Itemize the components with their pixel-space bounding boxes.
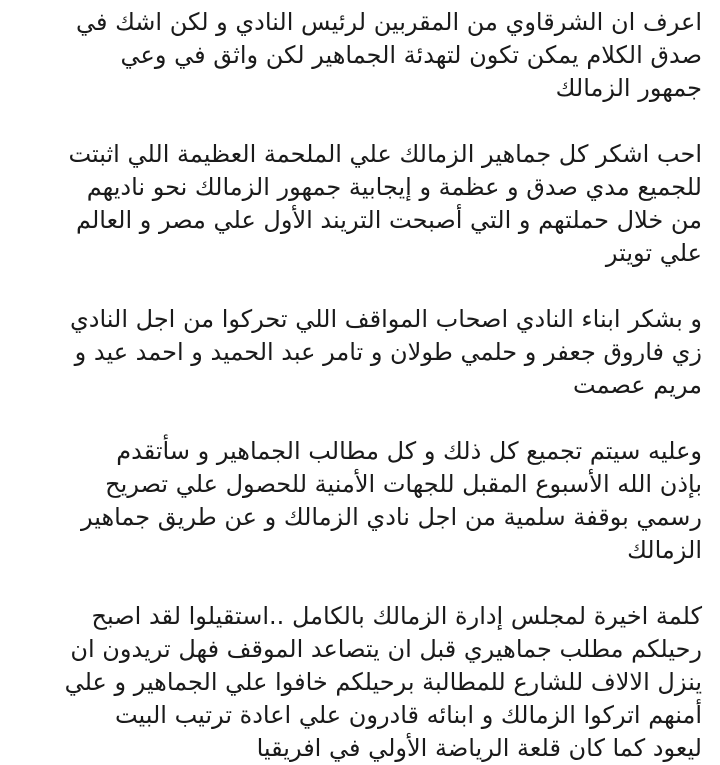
text-line: كلمة اخيرة لمجلس إدارة الزمالك بالكامل ..استقيلوا لقد اصبح [91,602,702,630]
paragraph-1 [22,6,702,105]
text-line: احب اشكر كل جماهير الزمالك علي الملحمة العظيمة اللي اثبتت [68,140,702,168]
text-line: زي فاروق جعفر و حلمي طولان و تامر عبد الحميد و احمد عيد و [74,338,702,366]
paragraph-3 [22,303,702,402]
text-line: وعليه سيتم تجميع كل ذلك و كل مطالب الجماهير و سأتقدم [116,437,702,465]
text-line: بإذن الله الأسبوع المقبل للجهات الأمنية للحصول علي تصريح [105,470,702,498]
text-line: مريم عصمت [573,371,702,399]
text-line: علي تويتر [605,239,702,267]
text-line: صدق الكلام يمكن تكون لتهدئة الجماهير لكن واثق في وعي [120,41,702,69]
text-line: أمنهم اتركوا الزمالك و ابنائه قادرون علي اعادة ترتيب البيت [114,701,702,729]
text-line: اعرف ان الشرقاوي من المقربين لرئيس النادي و لكن اشك في [75,8,702,36]
text-line: ليعود كما كان قلعة الرياضة الأولي في افريقيا [256,734,702,762]
paragraph-4 [22,435,702,567]
paragraph-5 [22,600,702,765]
text-line: جمهور الزمالك [555,74,702,102]
text-line: رسمي بوقفة سلمية من اجل نادي الزمالك و عن طريق جماهير [80,503,702,531]
text-line: و بشكر ابناء النادي اصحاب المواقف اللي تحركوا من اجل النادي [70,305,702,333]
text-line: رحيلكم مطلب جماهيري قبل ان يتصاعد الموقف فهل تريدون ان [70,635,702,663]
paragraph-2 [22,138,702,270]
text-line: للجميع مدي صدق و عظمة و إيجابية جمهور الزمالك نحو ناديهم [86,173,702,201]
text-line: ينزل الالاف للشارع للمطالبة برحيلكم خافوا علي الجماهير و علي [64,668,702,696]
text-line: الزمالك [627,536,702,564]
text-line: من خلال حملتهم و التي أصبحت التريند الأول علي مصر و العالم [75,206,702,234]
